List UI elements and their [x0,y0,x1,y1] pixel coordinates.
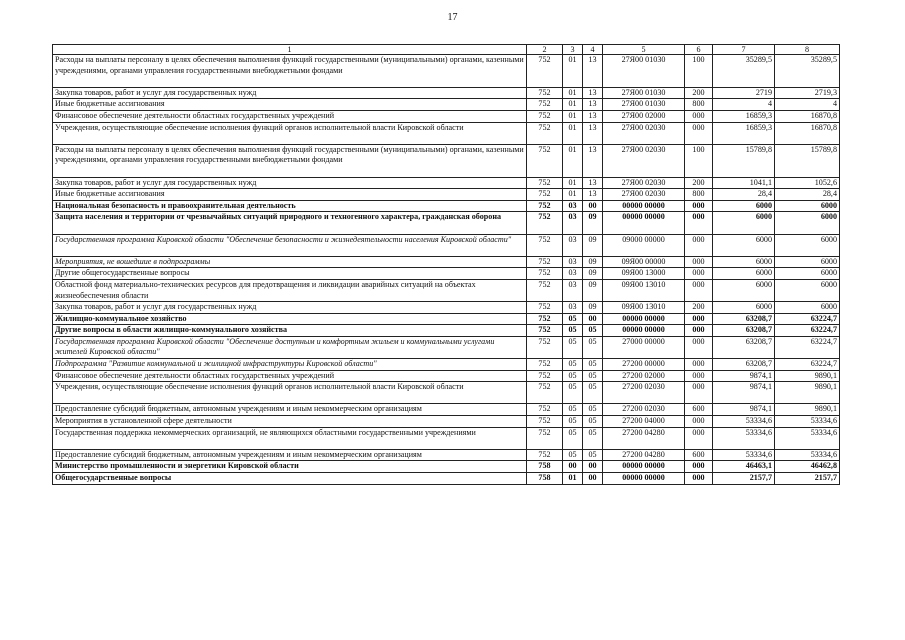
item-name-cell: Закупка товаров, работ и услуг для государственных нужд [53,177,527,189]
item-name-cell: Закупка товаров, работ и услуг для государственных нужд [53,87,527,99]
table-row [53,382,840,404]
amount-year2-cell: 63224,7 [775,336,840,358]
amount-year2-cell: 9890,1 [775,404,840,416]
department-code-cell: 752 [527,336,563,358]
amount-year1-cell: 6000 [713,302,775,314]
table-row [53,461,840,473]
target-article-cell: 27200 04280 [603,427,685,449]
target-article-cell: 27Я00 01030 [603,55,685,88]
item-name-cell: Защита населения и территории от чрезвычайных ситуаций природного и техногенного характера, гражданская оборона [53,212,527,234]
expense-type-cell: 100 [685,144,713,177]
department-code-cell: 752 [527,87,563,99]
subsection-code-cell: 13 [583,177,603,189]
expense-type-cell: 000 [685,370,713,382]
item-name-cell: Закупка товаров, работ и услуг для государственных нужд [53,302,527,314]
amount-year2-cell: 63224,7 [775,325,840,337]
department-code-cell: 752 [527,313,563,325]
item-name-cell: Мероприятия в установленной сфере деятельности [53,416,527,428]
amount-year2-cell: 6000 [775,302,840,314]
section-code-cell: 03 [563,302,583,314]
target-article-cell: 27200 02030 [603,382,685,404]
target-article-cell: 00000 00000 [603,325,685,337]
header-cell: 1 [53,45,527,55]
section-code-cell: 01 [563,473,583,485]
target-article-cell: 27Я00 01030 [603,99,685,111]
department-code-cell: 752 [527,189,563,201]
target-article-cell: 09Я00 13000 [603,268,685,280]
subsection-code-cell: 13 [583,87,603,99]
table-row [53,302,840,314]
expense-type-cell: 000 [685,110,713,122]
amount-year2-cell: 53334,6 [775,449,840,461]
target-article-cell: 00000 00000 [603,461,685,473]
budget-table [52,44,840,485]
amount-year2-cell: 2719,3 [775,87,840,99]
amount-year1-cell: 9874,1 [713,370,775,382]
expense-type-cell: 000 [685,382,713,404]
subsection-code-cell: 13 [583,144,603,177]
amount-year1-cell: 16859,3 [713,110,775,122]
expense-type-cell: 800 [685,189,713,201]
section-code-cell: 03 [563,256,583,268]
table-row [53,256,840,268]
header-cell: 4 [583,45,603,55]
subsection-code-cell: 05 [583,427,603,449]
department-code-cell: 752 [527,99,563,111]
target-article-cell: 00000 00000 [603,200,685,212]
item-name-cell: Учреждения, осуществляющие обеспечение исполнения функций органов исполнительной власти Кировской области [53,122,527,144]
subsection-code-cell: 09 [583,212,603,234]
target-article-cell: 27Я00 01030 [603,87,685,99]
amount-year1-cell: 2719 [713,87,775,99]
subsection-code-cell: 09 [583,234,603,256]
target-article-cell: 00000 00000 [603,212,685,234]
amount-year2-cell: 6000 [775,234,840,256]
section-code-cell: 05 [563,382,583,404]
section-code-cell: 01 [563,177,583,189]
item-name-cell: Государственная программа Кировской области "Обеспечение доступным и комфортным жильем и коммунальными услугами жителей Кировской области" [53,336,527,358]
item-name-cell: Областной фонд материально-технических ресурсов для предотвращения и ликвидации аварийных ситуаций на объектах жизнеобеспечения области [53,279,527,301]
item-name-cell: Мероприятия, не вошедшие в подпрограммы [53,256,527,268]
amount-year2-cell: 53334,6 [775,427,840,449]
table-row [53,449,840,461]
subsection-code-cell: 05 [583,325,603,337]
amount-year2-cell: 9890,1 [775,382,840,404]
amount-year2-cell: 16870,8 [775,122,840,144]
department-code-cell: 752 [527,404,563,416]
subsection-code-cell: 13 [583,189,603,201]
item-name-cell: Финансовое обеспечение деятельности областных государственных учреждений [53,110,527,122]
table-row [53,234,840,256]
section-code-cell: 03 [563,268,583,280]
subsection-code-cell: 05 [583,416,603,428]
subsection-code-cell: 00 [583,461,603,473]
expense-type-cell: 000 [685,313,713,325]
subsection-code-cell: 05 [583,382,603,404]
header-cell: 6 [685,45,713,55]
amount-year1-cell: 1041,1 [713,177,775,189]
amount-year1-cell: 63208,7 [713,313,775,325]
amount-year2-cell: 6000 [775,212,840,234]
department-code-cell: 752 [527,449,563,461]
department-code-cell: 752 [527,177,563,189]
expense-type-cell: 200 [685,302,713,314]
section-code-cell: 03 [563,200,583,212]
subsection-code-cell: 13 [583,99,603,111]
expense-type-cell: 000 [685,268,713,280]
expense-type-cell: 200 [685,87,713,99]
target-article-cell: 27200 02000 [603,370,685,382]
target-article-cell: 27Я00 02030 [603,122,685,144]
section-code-cell: 05 [563,416,583,428]
item-name-cell: Национальная безопасность и правоохранительная деятельность [53,200,527,212]
item-name-cell: Подпрограмма "Развитие коммунальной и жилищной инфраструктуры Кировской области" [53,359,527,371]
section-code-cell: 05 [563,336,583,358]
header-cell: 7 [713,45,775,55]
section-code-cell: 05 [563,404,583,416]
expense-type-cell: 000 [685,234,713,256]
amount-year1-cell: 2157,7 [713,473,775,485]
table-row [53,336,840,358]
amount-year2-cell: 6000 [775,279,840,301]
item-name-cell: Общегосударственные вопросы [53,473,527,485]
amount-year1-cell: 28,4 [713,189,775,201]
department-code-cell: 758 [527,461,563,473]
amount-year2-cell: 2157,7 [775,473,840,485]
item-name-cell: Финансовое обеспечение деятельности областных государственных учреждений [53,370,527,382]
target-article-cell: 27200 00000 [603,359,685,371]
amount-year1-cell: 6000 [713,212,775,234]
department-code-cell: 752 [527,256,563,268]
table-row [53,404,840,416]
department-code-cell: 752 [527,325,563,337]
section-code-cell: 01 [563,99,583,111]
subsection-code-cell: 09 [583,268,603,280]
section-code-cell: 03 [563,234,583,256]
table-row [53,279,840,301]
amount-year1-cell: 53334,6 [713,416,775,428]
amount-year1-cell: 6000 [713,256,775,268]
amount-year1-cell: 6000 [713,268,775,280]
expense-type-cell: 000 [685,279,713,301]
amount-year2-cell: 46462,8 [775,461,840,473]
section-code-cell: 05 [563,449,583,461]
section-code-cell: 05 [563,427,583,449]
target-article-cell: 09Я00 13010 [603,279,685,301]
item-name-cell: Государственная поддержка некоммерческих организаций, не являющихся областными государственными учреждениями [53,427,527,449]
target-article-cell: 27200 02030 [603,404,685,416]
target-article-cell: 27Я00 02030 [603,177,685,189]
expense-type-cell: 100 [685,55,713,88]
subsection-code-cell: 09 [583,302,603,314]
department-code-cell: 752 [527,370,563,382]
section-code-cell: 05 [563,313,583,325]
target-article-cell: 27Я00 02000 [603,110,685,122]
section-code-cell: 01 [563,189,583,201]
header-cell: 3 [563,45,583,55]
item-name-cell: Жилищно-коммунальное хозяйство [53,313,527,325]
amount-year1-cell: 15789,8 [713,144,775,177]
table-row [53,212,840,234]
table-row [53,200,840,212]
table-row [53,416,840,428]
section-code-cell: 01 [563,122,583,144]
table-row [53,189,840,201]
target-article-cell: 09Я00 00000 [603,256,685,268]
expense-type-cell: 000 [685,427,713,449]
section-code-cell: 03 [563,279,583,301]
expense-type-cell: 800 [685,99,713,111]
subsection-code-cell: 05 [583,359,603,371]
header-cell: 2 [527,45,563,55]
department-code-cell: 752 [527,212,563,234]
subsection-code-cell: 00 [583,200,603,212]
expense-type-cell: 000 [685,336,713,358]
item-name-cell: Иные бюджетные ассигнования [53,99,527,111]
subsection-code-cell: 09 [583,256,603,268]
table-row [53,325,840,337]
department-code-cell: 752 [527,200,563,212]
subsection-code-cell: 09 [583,279,603,301]
item-name-cell: Расходы на выплаты персоналу в целях обеспечения выполнения функций государственными (муниципальными) органами, казенными учреждениями, органами управления государственными внебюджетными фондами [53,55,527,88]
target-article-cell: 00000 00000 [603,313,685,325]
item-name-cell: Предоставление субсидий бюджетным, автономным учреждениям и иным некоммерческим организациям [53,404,527,416]
subsection-code-cell: 00 [583,473,603,485]
amount-year2-cell: 6000 [775,268,840,280]
table-row [53,87,840,99]
subsection-code-cell: 00 [583,313,603,325]
subsection-code-cell: 05 [583,336,603,358]
table-row [53,370,840,382]
table-body [53,55,840,485]
expense-type-cell: 000 [685,461,713,473]
item-name-cell: Другие общегосударственные вопросы [53,268,527,280]
department-code-cell: 752 [527,144,563,177]
amount-year2-cell: 35289,5 [775,55,840,88]
table-row [53,144,840,177]
amount-year1-cell: 9874,1 [713,404,775,416]
item-name-cell: Расходы на выплаты персоналу в целях обеспечения выполнения функций государственными (муниципальными) органами, казенными учреждениями, органами управления государственными внебюджетными фондами [53,144,527,177]
amount-year2-cell: 1052,6 [775,177,840,189]
subsection-code-cell: 05 [583,370,603,382]
item-name-cell: Другие вопросы в области жилищно-коммунального хозяйства [53,325,527,337]
target-article-cell: 27200 04280 [603,449,685,461]
expense-type-cell: 000 [685,122,713,144]
amount-year2-cell: 28,4 [775,189,840,201]
amount-year1-cell: 63208,7 [713,336,775,358]
item-name-cell: Министерство промышленности и энергетики Кировской области [53,461,527,473]
target-article-cell: 00000 00000 [603,473,685,485]
department-code-cell: 752 [527,55,563,88]
section-code-cell: 05 [563,370,583,382]
department-code-cell: 752 [527,302,563,314]
subsection-code-cell: 05 [583,449,603,461]
header-row [53,45,840,55]
table-row [53,268,840,280]
item-name-cell: Иные бюджетные ассигнования [53,189,527,201]
department-code-cell: 752 [527,268,563,280]
amount-year1-cell: 6000 [713,279,775,301]
amount-year2-cell: 63224,7 [775,359,840,371]
subsection-code-cell: 13 [583,122,603,144]
amount-year1-cell: 63208,7 [713,359,775,371]
section-code-cell: 00 [563,461,583,473]
target-article-cell: 09000 00000 [603,234,685,256]
department-code-cell: 752 [527,382,563,404]
department-code-cell: 758 [527,473,563,485]
department-code-cell: 752 [527,359,563,371]
table-row [53,99,840,111]
expense-type-cell: 600 [685,404,713,416]
table-row [53,427,840,449]
amount-year1-cell: 35289,5 [713,55,775,88]
amount-year1-cell: 6000 [713,200,775,212]
department-code-cell: 752 [527,427,563,449]
amount-year2-cell: 16870,8 [775,110,840,122]
amount-year2-cell: 6000 [775,200,840,212]
target-article-cell: 09Я00 13010 [603,302,685,314]
department-code-cell: 752 [527,416,563,428]
expense-type-cell: 000 [685,473,713,485]
expense-type-cell: 600 [685,449,713,461]
expense-type-cell: 000 [685,359,713,371]
subsection-code-cell: 13 [583,110,603,122]
section-code-cell: 01 [563,144,583,177]
section-code-cell: 01 [563,110,583,122]
amount-year1-cell: 16859,3 [713,122,775,144]
target-article-cell: 27200 04000 [603,416,685,428]
amount-year2-cell: 53334,6 [775,416,840,428]
department-code-cell: 752 [527,234,563,256]
amount-year1-cell: 4 [713,99,775,111]
department-code-cell: 752 [527,110,563,122]
amount-year1-cell: 63208,7 [713,325,775,337]
department-code-cell: 752 [527,122,563,144]
amount-year1-cell: 53334,6 [713,449,775,461]
item-name-cell: Предоставление субсидий бюджетным, автономным учреждениям и иным некоммерческим организациям [53,449,527,461]
target-article-cell: 27000 00000 [603,336,685,358]
expense-type-cell: 000 [685,200,713,212]
section-code-cell: 01 [563,87,583,99]
page-number: 17 [447,12,458,23]
table-row [53,359,840,371]
subsection-code-cell: 05 [583,404,603,416]
header-cell: 5 [603,45,685,55]
section-code-cell: 05 [563,359,583,371]
amount-year1-cell: 9874,1 [713,382,775,404]
amount-year1-cell: 53334,6 [713,427,775,449]
header-cell: 8 [775,45,840,55]
target-article-cell: 27Я00 02030 [603,189,685,201]
expense-type-cell: 200 [685,177,713,189]
table-row [53,313,840,325]
target-article-cell: 27Я00 02030 [603,144,685,177]
expense-type-cell: 000 [685,256,713,268]
section-code-cell: 05 [563,325,583,337]
amount-year2-cell: 15789,8 [775,144,840,177]
amount-year1-cell: 46463,1 [713,461,775,473]
amount-year2-cell: 63224,7 [775,313,840,325]
amount-year1-cell: 6000 [713,234,775,256]
table-row [53,177,840,189]
table-row [53,473,840,485]
section-code-cell: 01 [563,55,583,88]
item-name-cell: Государственная программа Кировской области "Обеспечение безопасности и жизнедеятельности населения Кировской области" [53,234,527,256]
subsection-code-cell: 13 [583,55,603,88]
expense-type-cell: 000 [685,212,713,234]
expense-type-cell: 000 [685,325,713,337]
amount-year2-cell: 4 [775,99,840,111]
table-row [53,110,840,122]
department-code-cell: 752 [527,279,563,301]
section-code-cell: 03 [563,212,583,234]
table-row [53,122,840,144]
amount-year2-cell: 9890,1 [775,370,840,382]
amount-year2-cell: 6000 [775,256,840,268]
table-row [53,55,840,88]
expense-type-cell: 000 [685,416,713,428]
item-name-cell: Учреждения, осуществляющие обеспечение исполнения функций органов исполнительной власти Кировской области [53,382,527,404]
